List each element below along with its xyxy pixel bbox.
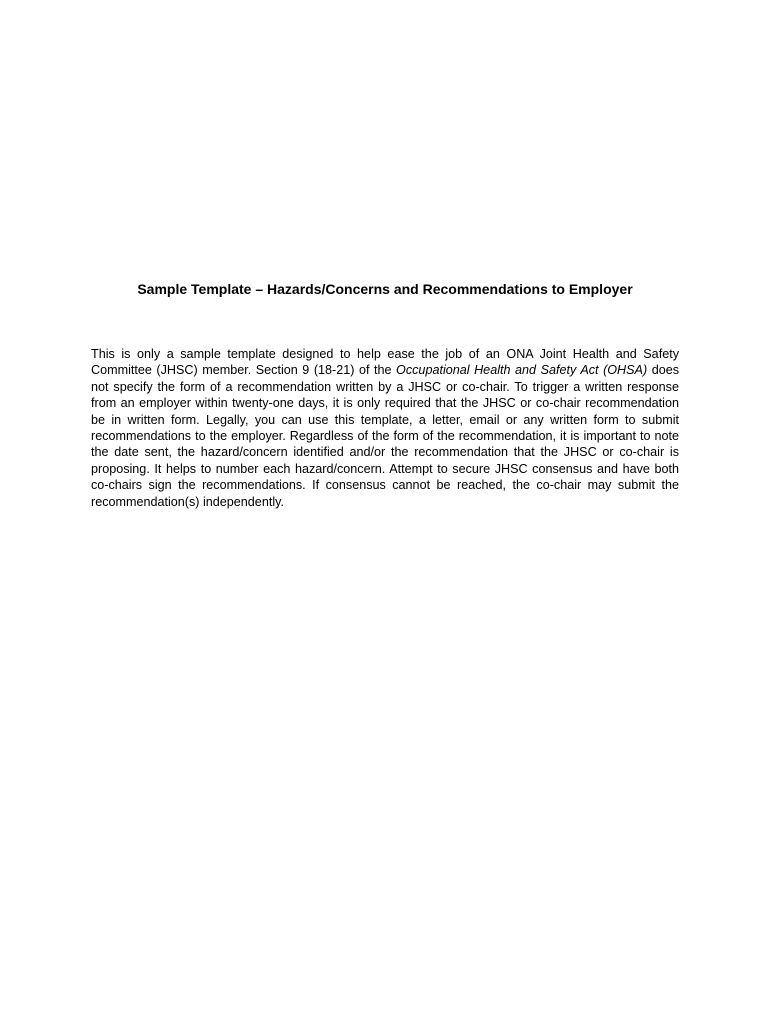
paragraph-lead-text: This is only a sample template designed to help ease the job of an ONA Joint Health and Safety Committee (JHSC) member. Section 9 (18-21) of the	[91, 347, 679, 378]
act-name-text: Occupational Health and Safety Act (OHSA)	[396, 363, 648, 378]
document-title: Sample Template – Hazards/Concerns and Recommendations to Employer	[137, 281, 633, 297]
paragraph-rest-text: does not specify the form of a recommendation written by a JHSC or co-chair. To trigger a written response from an employer within twenty-one days, it is only required that the JHSC or co-chair recommendation be in written form. Legally, you can use this template, a letter, email or any written form to submit recommendations to the employer. Regardless of the form of the recommendation, it is important to note the date sent, the hazard/concern identified and/or the recommendation that the JHSC or co-chair is proposing. It helps to number each hazard/concern. Attempt to secure JHSC consensus and have both co-chairs sign the recommendations. If consensus cannot be reached, the co-chair may submit the recommendation(s) independently.	[91, 363, 679, 509]
intro-paragraph	[91, 346, 679, 510]
